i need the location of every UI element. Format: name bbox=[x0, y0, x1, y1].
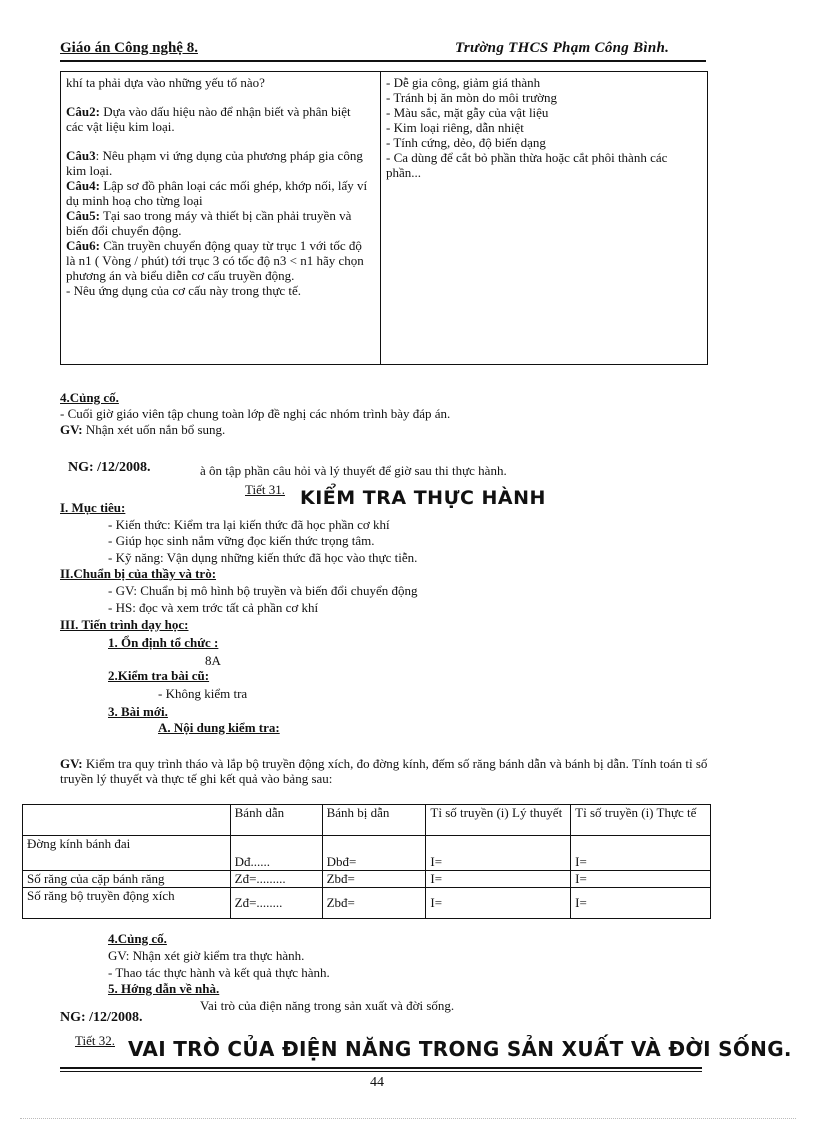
table-cell: Dđ...... bbox=[230, 836, 322, 871]
question-6-extra: - Nêu ứng dụng của cơ cấu này trong thực tế. bbox=[66, 283, 302, 298]
table-header-cell: Bánh bị dẫn bbox=[322, 805, 426, 836]
question-2: Câu2: Dựa vào dấu hiệu nào để nhận biết và phân biệt các vật liệu kim loại. bbox=[66, 104, 351, 134]
table-cell: I= bbox=[426, 871, 571, 888]
column-divider bbox=[380, 72, 381, 364]
objective-1: - Kiến thức: Kiểm tra lại kiến thức đã học phần cơ khí bbox=[108, 517, 390, 532]
end-cung-co-line-2: - Thao tác thực hành và kết quả thực hành. bbox=[108, 965, 330, 980]
header-school-name: Trường THCS Phạm Công Bình. bbox=[455, 40, 670, 56]
lesson-32-title: VAI TRÒ CỦA ĐIỆN NĂNG TRONG SẢN XUẤT VÀ ĐỜI SỐNG. bbox=[128, 1037, 792, 1061]
ng-date-2: NG: /12/2008. bbox=[60, 1010, 143, 1025]
table-cell: I= bbox=[426, 836, 571, 871]
table-cell: Dbđ= bbox=[322, 836, 426, 871]
answers-column bbox=[386, 75, 696, 180]
table-header-cell: Bánh dẫn bbox=[230, 805, 322, 836]
results-table bbox=[22, 804, 711, 919]
question-3: Câu3: Nêu phạm vi ứng dụng của phương pháp gia công kim loại. bbox=[66, 148, 363, 178]
table-cell: Zđ=........ bbox=[230, 888, 322, 919]
preparation-student: - HS: đọc và xem trớc tất cả phần cơ khí bbox=[108, 600, 319, 615]
table-cell: I= bbox=[426, 888, 571, 919]
table-cell: I= bbox=[571, 888, 711, 919]
lesson-32-label: Tiết 32. bbox=[75, 1033, 115, 1048]
table-cell: I= bbox=[571, 836, 711, 871]
review-instruction: à ôn tập phần câu hỏi và lý thuyết để giờ sau thi thực hành. bbox=[200, 463, 507, 478]
preparation-teacher: - GV: Chuẩn bị mô hình bộ truyền và biến đổi chuyển động bbox=[108, 583, 418, 598]
class-name: 8A bbox=[205, 653, 221, 668]
table-row bbox=[23, 871, 711, 888]
objective-3: - Kỹ năng: Vận dụng những kiến thức đã học vào thực tiễn. bbox=[108, 550, 418, 565]
question-5: Câu5: Tại sao trong máy và thiết bị cần phải truyền và biến đổi chuyển động. bbox=[66, 208, 352, 238]
answer-item: - Tính cứng, dẻo, độ biến dạng bbox=[386, 135, 546, 150]
preparation-heading: II.Chuẩn bị của thầy và trò: bbox=[60, 566, 217, 581]
table-header-cell: Tỉ số truyền (i) Lý thuyết bbox=[426, 805, 571, 836]
question-4: Câu4: Lập sơ đồ phân loại các mối ghép, khớp nối, lấy ví dụ minh hoạ cho từng loại bbox=[66, 178, 368, 208]
ng-date: NG: /12/2008. bbox=[68, 460, 151, 475]
question-answer-box bbox=[60, 71, 708, 365]
footer-rule bbox=[60, 1067, 702, 1069]
end-cung-co-line-1: GV: Nhận xét giờ kiểm tra thực hành. bbox=[108, 948, 305, 963]
test-content-heading: A. Nội dung kiểm tra: bbox=[158, 720, 280, 735]
page-edge bbox=[20, 1118, 796, 1120]
table-cell: Zđ=......... bbox=[230, 871, 322, 888]
answer-item: - Ca dùng để cắt bỏ phần thừa hoặc cắt phôi thành các phần... bbox=[386, 150, 668, 180]
objectives-heading: I. Mục tiêu: bbox=[60, 500, 126, 515]
lesson-31-title: KIỂM TRA THỰC HÀNH bbox=[300, 487, 546, 509]
objective-2: - Giúp học sinh nắm vững đọc kiến thức trọng tâm. bbox=[108, 533, 375, 548]
procedure-heading: III. Tiến trình dạy học: bbox=[60, 617, 189, 632]
cung-co-line-1: - Cuối giờ giáo viên tập chung toàn lớp đề nghị các nhóm trình bày đáp án. bbox=[60, 406, 451, 421]
old-lesson-check-text: - Không kiểm tra bbox=[158, 686, 248, 701]
new-lesson-heading: 3. Bài mới. bbox=[108, 704, 168, 719]
table-cell: Đờng kính bánh đai bbox=[23, 836, 231, 871]
lesson-31-label: Tiết 31. bbox=[245, 482, 285, 497]
answer-item: - Dễ gia công, giảm giá thành bbox=[386, 75, 541, 90]
table-cell: Số răng của cặp bánh răng bbox=[23, 871, 231, 888]
answer-item: - Màu sắc, mặt gẫy của vật liệu bbox=[386, 105, 549, 120]
page-number: 44 bbox=[370, 1075, 384, 1090]
answer-item: - Tránh bị ăn mòn do môi trường bbox=[386, 90, 558, 105]
question-6: Câu6: Cần truyền chuyển động quay từ trục 1 với tốc độ là n1 ( Vòng / phút) tới trục 3 có tốc độ n3 < n1 hãy chọn phương án và biểu diễn cơ cấu truyền động. bbox=[66, 238, 364, 283]
table-cell: I= bbox=[571, 871, 711, 888]
questions-column bbox=[61, 75, 371, 298]
header-rule bbox=[60, 60, 706, 62]
table-header-row bbox=[23, 805, 711, 836]
old-lesson-check-heading: 2.Kiểm tra bài cũ: bbox=[108, 668, 210, 683]
table-header-cell: Tỉ số truyền (i) Thực tế bbox=[571, 805, 711, 836]
end-cung-co-heading: 4.Củng cố. bbox=[108, 931, 167, 946]
gv-comment: GV: Nhận xét uốn nắn bổ sung. bbox=[60, 422, 226, 437]
table-header-cell bbox=[23, 805, 231, 836]
gv-instruction: GV: Kiểm tra quy trình tháo và lắp bộ truyền động xích, đo đờng kính, đếm số răng bánh dẫn và bánh bị dẫn. Tính toán tỉ số truyền lý thuyết và thực tế ghi kết quả vào bảng sau: bbox=[60, 756, 708, 786]
table-row bbox=[23, 836, 711, 871]
table-row bbox=[23, 888, 711, 919]
answer-item: - Kim loại riêng, dẫn nhiệt bbox=[386, 120, 524, 135]
footer-rule-thin bbox=[60, 1071, 702, 1072]
question-text: khí ta phải dựa vào những yếu tố nào? bbox=[66, 75, 265, 90]
header-course-title: Giáo án Công nghệ 8. bbox=[60, 40, 198, 56]
organization-heading: 1. Ổn định tổ chức : bbox=[108, 635, 219, 650]
section-heading-cung-co: 4.Củng cố. bbox=[60, 390, 119, 405]
table-cell: Số răng bộ truyền động xích bbox=[23, 888, 231, 919]
homework-text: Vai trò của điện năng trong sản xuất và đời sống. bbox=[200, 998, 455, 1013]
table-cell: Zbđ= bbox=[322, 871, 426, 888]
table-cell: Zbđ= bbox=[322, 888, 426, 919]
homework-heading: 5. Hớng dẫn về nhà. bbox=[108, 981, 220, 996]
